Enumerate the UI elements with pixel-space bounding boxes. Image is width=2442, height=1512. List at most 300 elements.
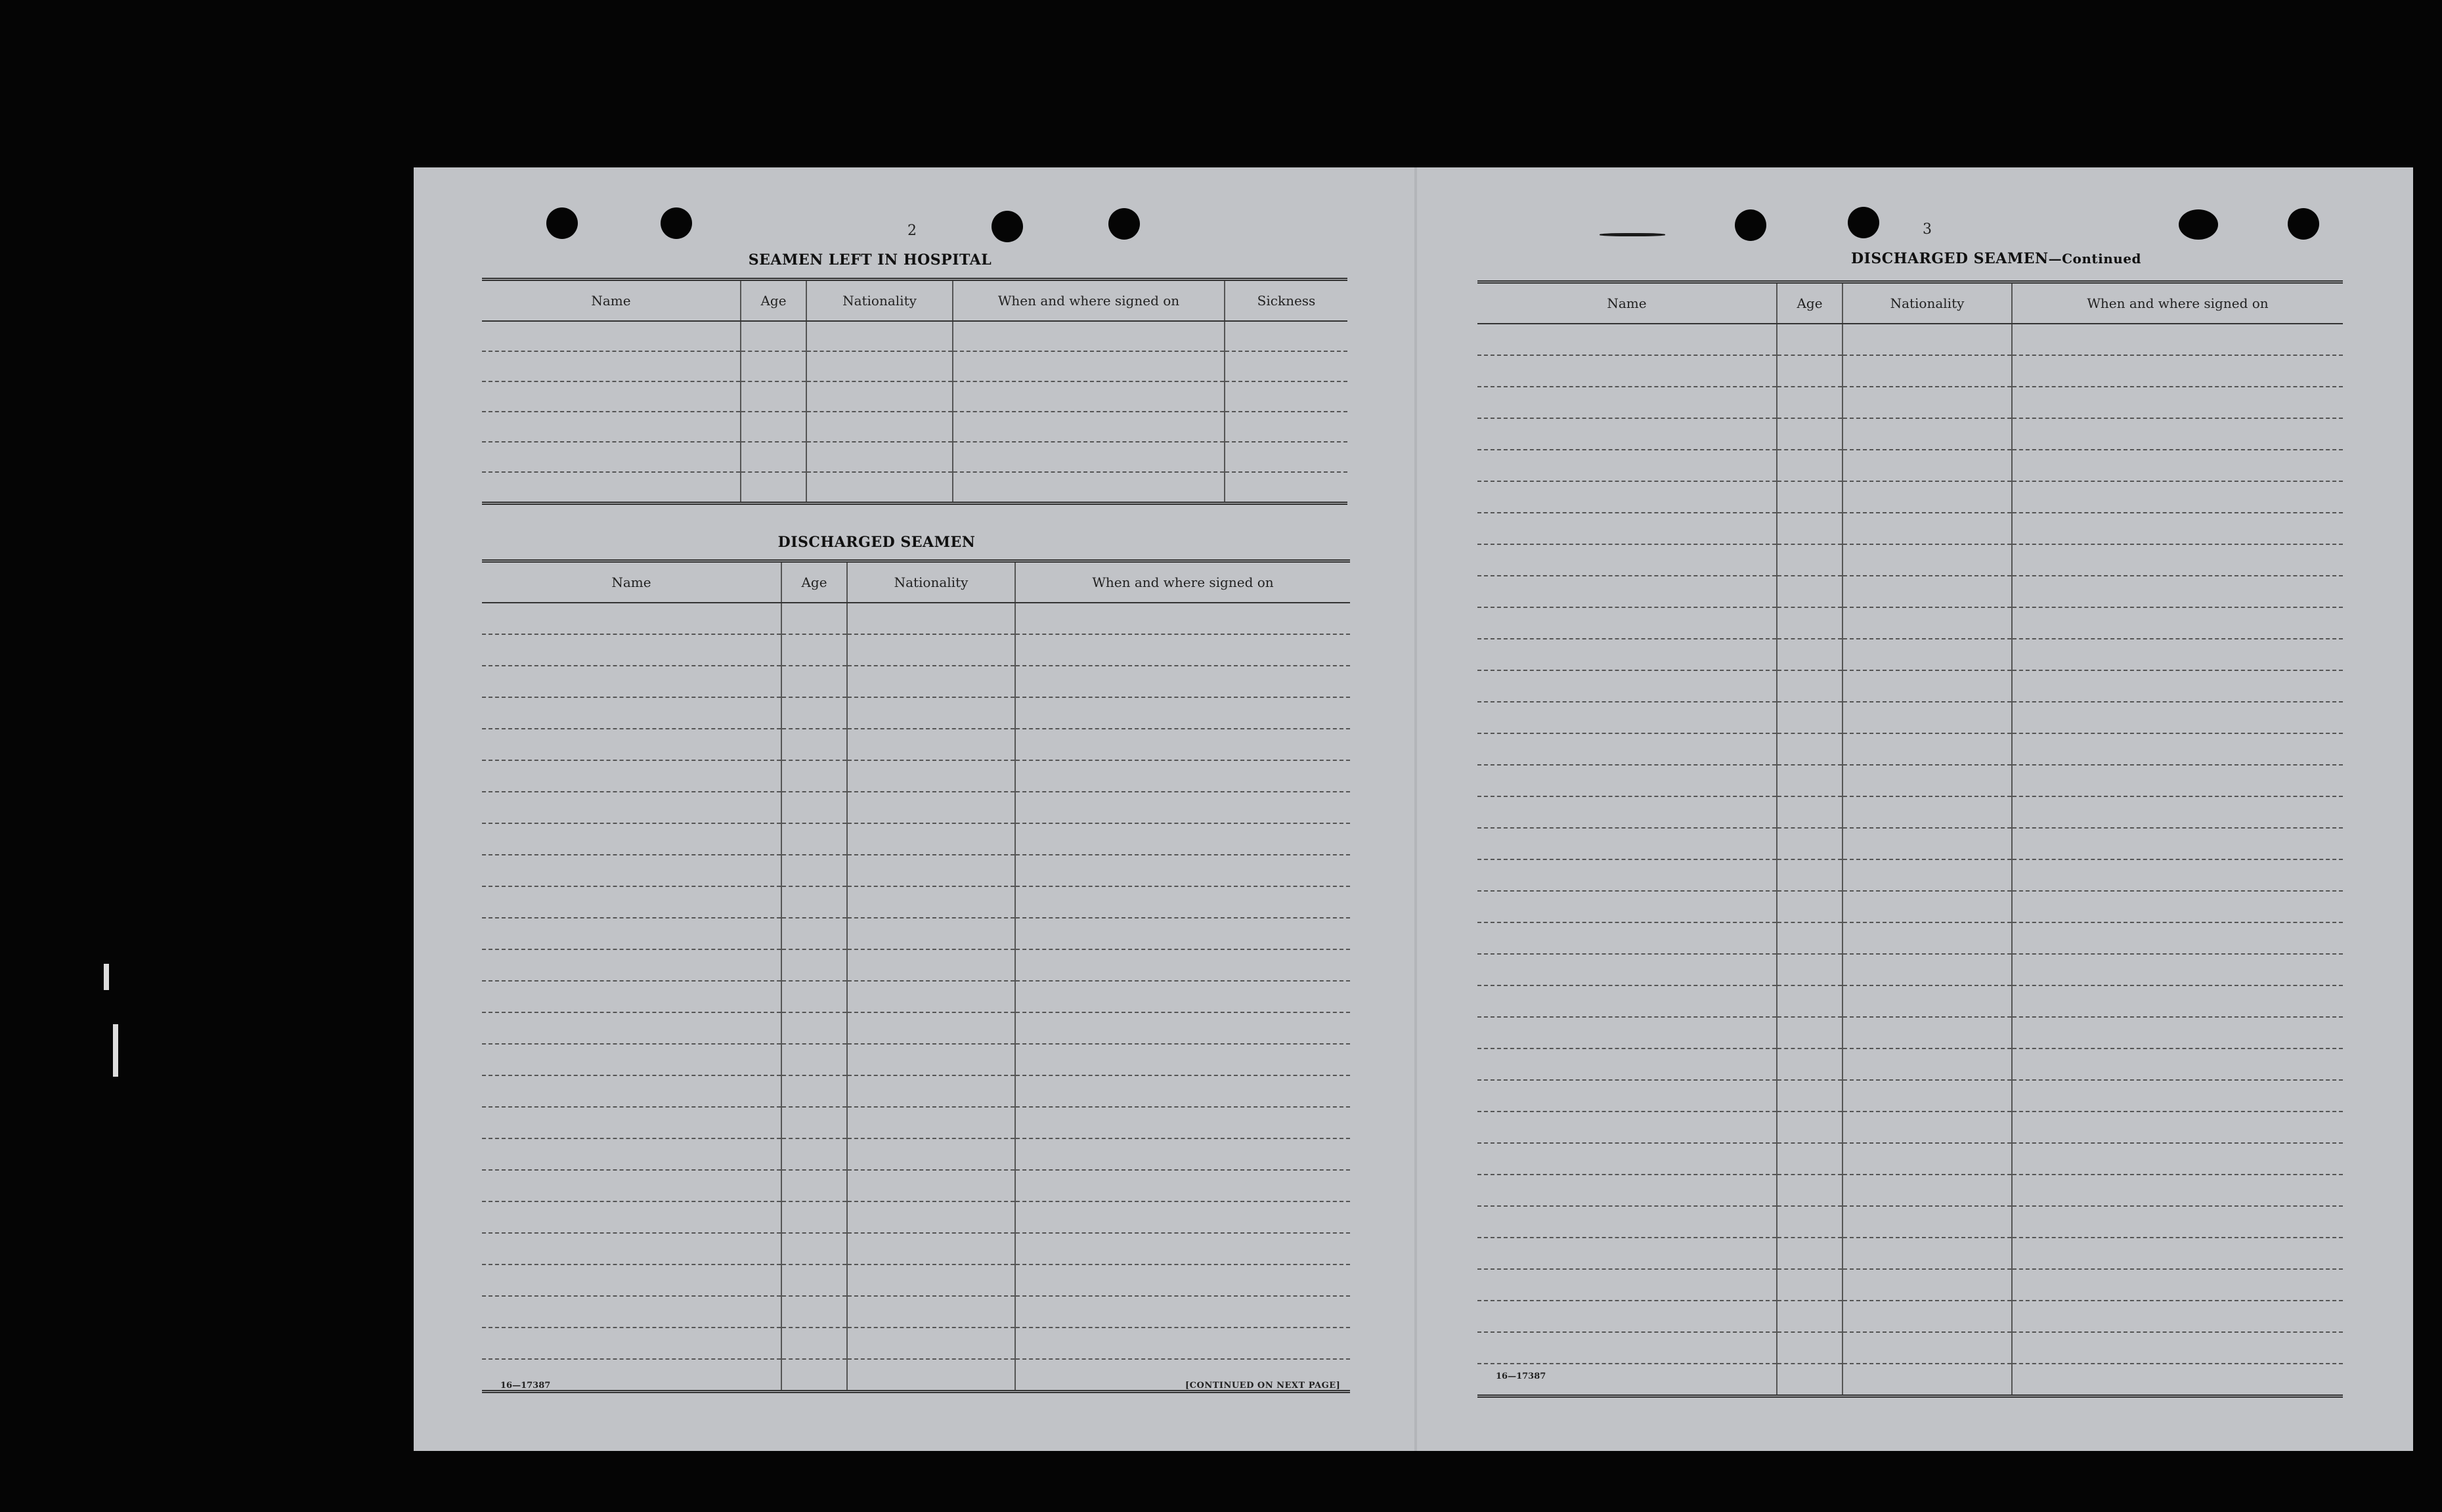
table-cell[interactable] <box>1015 634 1350 666</box>
table-cell[interactable] <box>1842 670 2012 702</box>
table-cell[interactable] <box>2012 418 2343 450</box>
table-cell[interactable] <box>1777 355 1842 387</box>
table-cell[interactable] <box>806 412 953 442</box>
table-row <box>482 1201 1350 1233</box>
table-cell[interactable] <box>1777 1080 1842 1112</box>
table-cell[interactable] <box>2012 670 2343 702</box>
table-cell[interactable] <box>781 1328 847 1359</box>
table-cell[interactable] <box>781 1170 847 1201</box>
table-cell[interactable] <box>1777 387 1842 418</box>
table-cell[interactable] <box>482 949 781 981</box>
table-cell[interactable] <box>1477 859 1777 891</box>
table-row <box>1477 1143 2343 1175</box>
table-cell[interactable] <box>1777 639 1842 670</box>
table-row <box>1477 922 2343 954</box>
table-cell[interactable] <box>1777 607 1842 639</box>
table-cell[interactable] <box>2012 1143 2343 1175</box>
table-cell[interactable] <box>1842 1080 2012 1112</box>
table-cell[interactable] <box>1777 1143 1842 1175</box>
table-cell[interactable] <box>1777 828 1842 859</box>
table-cell[interactable] <box>1777 796 1842 828</box>
table-cell[interactable] <box>1777 1112 1842 1143</box>
table-cell[interactable] <box>1777 324 1842 355</box>
table-cell[interactable] <box>847 1264 1015 1296</box>
table-cell[interactable] <box>1015 1328 1350 1359</box>
table-cell[interactable] <box>1842 859 2012 891</box>
table-header-row <box>1477 282 2343 324</box>
table-cell[interactable] <box>1477 954 1777 985</box>
table-cell[interactable] <box>1015 603 1350 634</box>
table-cell[interactable] <box>781 697 847 729</box>
table-cell[interactable] <box>2012 513 2343 544</box>
table-cell[interactable] <box>482 1264 781 1296</box>
table-cell[interactable] <box>1015 1075 1350 1107</box>
table-cell[interactable] <box>1015 855 1350 886</box>
table-cell[interactable] <box>2012 922 2343 954</box>
table-cell[interactable] <box>1777 1332 1842 1364</box>
table-cell[interactable] <box>482 381 741 412</box>
table-cell[interactable] <box>741 472 806 504</box>
table-cell[interactable] <box>1477 387 1777 418</box>
table-row <box>1477 1206 2343 1238</box>
table-cell[interactable] <box>2012 1301 2343 1332</box>
table-cell[interactable] <box>781 1075 847 1107</box>
table-cell[interactable] <box>1477 828 1777 859</box>
column-header-sickness: Sickness <box>1225 280 1347 322</box>
table-cell[interactable] <box>2012 324 2343 355</box>
table-cell[interactable] <box>847 1359 1015 1392</box>
table-cell[interactable] <box>1842 985 2012 1017</box>
table-cell[interactable] <box>1015 1264 1350 1296</box>
table-cell[interactable] <box>2012 639 2343 670</box>
table-cell[interactable] <box>1015 1044 1350 1075</box>
table-cell[interactable] <box>1015 886 1350 918</box>
table-cell[interactable] <box>847 1233 1015 1264</box>
table-cell[interactable] <box>1777 1269 1842 1301</box>
table-cell[interactable] <box>2012 481 2343 513</box>
table-cell[interactable] <box>1225 472 1347 504</box>
table-cell[interactable] <box>847 760 1015 792</box>
table-cell[interactable] <box>1777 922 1842 954</box>
table-cell[interactable] <box>1777 733 1842 765</box>
table-cell[interactable] <box>781 792 847 823</box>
table-cell[interactable] <box>1015 918 1350 949</box>
table-cell[interactable] <box>847 729 1015 760</box>
table-cell[interactable] <box>781 918 847 949</box>
table-cell[interactable] <box>2012 985 2343 1017</box>
table-cell[interactable] <box>781 1138 847 1170</box>
table-cell[interactable] <box>2012 954 2343 985</box>
table-cell[interactable] <box>1842 1301 2012 1332</box>
background-mark <box>104 964 109 990</box>
table-cell[interactable] <box>2012 891 2343 922</box>
table-cell[interactable] <box>781 823 847 855</box>
table-cell[interactable] <box>1015 1296 1350 1328</box>
table-cell[interactable] <box>2012 828 2343 859</box>
table-cell[interactable] <box>2012 355 2343 387</box>
table-cell[interactable] <box>482 412 741 442</box>
table-cell[interactable] <box>847 1107 1015 1138</box>
table-cell[interactable] <box>1842 1175 2012 1206</box>
table-cell[interactable] <box>1842 765 2012 796</box>
table-cell[interactable] <box>2012 1332 2343 1364</box>
table-cell[interactable] <box>1225 381 1347 412</box>
table-cell[interactable] <box>781 981 847 1012</box>
table-cell[interactable] <box>2012 1238 2343 1269</box>
table-cell[interactable] <box>1015 666 1350 697</box>
table-cell[interactable] <box>482 603 781 634</box>
table-cell[interactable] <box>953 412 1225 442</box>
table-cell[interactable] <box>806 381 953 412</box>
table-cell[interactable] <box>847 1138 1015 1170</box>
hospital-table-body <box>482 321 1347 504</box>
table-row <box>1477 954 2343 985</box>
table-cell[interactable] <box>1015 1201 1350 1233</box>
table-row <box>482 634 1350 666</box>
table-cell[interactable] <box>1777 954 1842 985</box>
table-cell[interactable] <box>1777 1175 1842 1206</box>
table-cell[interactable] <box>1842 891 2012 922</box>
table-cell[interactable] <box>1477 1175 1777 1206</box>
table-row <box>482 381 1347 412</box>
table-cell[interactable] <box>1842 387 2012 418</box>
page-fold <box>1414 167 1417 1451</box>
table-cell[interactable] <box>741 412 806 442</box>
table-cell[interactable] <box>781 1296 847 1328</box>
table-cell[interactable] <box>1015 1138 1350 1170</box>
table-cell[interactable] <box>781 1233 847 1264</box>
table-cell[interactable] <box>1842 607 2012 639</box>
table-cell[interactable] <box>482 1170 781 1201</box>
column-header-age: Age <box>781 561 847 603</box>
table-cell[interactable] <box>847 697 1015 729</box>
table-cell[interactable] <box>1842 922 2012 954</box>
table-cell[interactable] <box>741 321 806 351</box>
table-cell[interactable] <box>2012 1017 2343 1048</box>
table-cell[interactable] <box>2012 450 2343 481</box>
table-cell[interactable] <box>847 603 1015 634</box>
table-cell[interactable] <box>1477 1080 1777 1112</box>
table-cell[interactable] <box>1477 1143 1777 1175</box>
table-cell[interactable] <box>482 1138 781 1170</box>
table-row <box>482 918 1350 949</box>
table-cell[interactable] <box>1842 1332 2012 1364</box>
table-cell[interactable] <box>2012 607 2343 639</box>
table-cell[interactable] <box>482 351 741 381</box>
table-cell[interactable] <box>482 760 781 792</box>
table-cell[interactable] <box>482 1107 781 1138</box>
table-cell[interactable] <box>1225 351 1347 381</box>
table-cell[interactable] <box>2012 765 2343 796</box>
table-cell[interactable] <box>1477 985 1777 1017</box>
table-cell[interactable] <box>1842 639 2012 670</box>
table-cell[interactable] <box>2012 1175 2343 1206</box>
table-cell[interactable] <box>781 1012 847 1044</box>
table-row <box>1477 1112 2343 1143</box>
table-cell[interactable] <box>1777 1364 1842 1396</box>
table-cell[interactable] <box>2012 1080 2343 1112</box>
table-cell[interactable] <box>1777 985 1842 1017</box>
table-cell[interactable] <box>1842 1017 2012 1048</box>
table-cell[interactable] <box>1015 760 1350 792</box>
table-cell[interactable] <box>847 918 1015 949</box>
table-cell[interactable] <box>781 634 847 666</box>
table-cell[interactable] <box>953 442 1225 472</box>
column-header-nationality: Nationality <box>806 280 953 322</box>
table-cell[interactable] <box>847 949 1015 981</box>
table-cell[interactable] <box>1015 697 1350 729</box>
table-cell[interactable] <box>1842 544 2012 576</box>
table-cell[interactable] <box>953 472 1225 504</box>
table-cell[interactable] <box>847 1328 1015 1359</box>
table-cell[interactable] <box>1842 450 2012 481</box>
table-cell[interactable] <box>781 1201 847 1233</box>
table-cell[interactable] <box>1015 823 1350 855</box>
table-cell[interactable] <box>1842 1048 2012 1080</box>
table-cell[interactable] <box>1477 607 1777 639</box>
table-cell[interactable] <box>1477 733 1777 765</box>
table-cell[interactable] <box>1777 1238 1842 1269</box>
table-cell[interactable] <box>847 1201 1015 1233</box>
table-cell[interactable] <box>1477 576 1777 607</box>
table-cell[interactable] <box>847 634 1015 666</box>
column-header-age: Age <box>741 280 806 322</box>
table-cell[interactable] <box>781 603 847 634</box>
table-cell[interactable] <box>781 1107 847 1138</box>
table-row <box>1477 1080 2343 1112</box>
table-cell[interactable] <box>482 634 781 666</box>
table-cell[interactable] <box>1842 1238 2012 1269</box>
table-cell[interactable] <box>1777 544 1842 576</box>
table-cell[interactable] <box>2012 859 2343 891</box>
table-cell[interactable] <box>1477 1238 1777 1269</box>
table-cell[interactable] <box>1842 576 2012 607</box>
table-cell[interactable] <box>1842 1269 2012 1301</box>
table-cell[interactable] <box>1842 733 2012 765</box>
table-cell[interactable] <box>2012 1112 2343 1143</box>
table-cell[interactable] <box>2012 733 2343 765</box>
table-row <box>482 1138 1350 1170</box>
table-cell[interactable] <box>1477 670 1777 702</box>
table-cell[interactable] <box>1477 1332 1777 1364</box>
table-cell[interactable] <box>781 1044 847 1075</box>
table-cell[interactable] <box>482 1201 781 1233</box>
table-cell[interactable] <box>1477 922 1777 954</box>
table-cell[interactable] <box>482 1044 781 1075</box>
table-cell[interactable] <box>1777 576 1842 607</box>
table-row <box>1477 1017 2343 1048</box>
table-cell[interactable] <box>847 666 1015 697</box>
table-cell[interactable] <box>847 1012 1015 1044</box>
table-cell[interactable] <box>806 442 953 472</box>
table-cell[interactable] <box>482 1012 781 1044</box>
punch-hole <box>1848 207 1879 238</box>
table-cell[interactable] <box>1477 1206 1777 1238</box>
table-cell[interactable] <box>482 472 741 504</box>
table-cell[interactable] <box>953 321 1225 351</box>
table-cell[interactable] <box>1477 544 1777 576</box>
table-cell[interactable] <box>1477 702 1777 733</box>
table-cell[interactable] <box>482 1233 781 1264</box>
table-cell[interactable] <box>1015 1107 1350 1138</box>
table-cell[interactable] <box>847 792 1015 823</box>
table-cell[interactable] <box>2012 1364 2343 1396</box>
table-cell[interactable] <box>1225 321 1347 351</box>
table-row <box>1477 733 2343 765</box>
table-row <box>482 949 1350 981</box>
table-cell[interactable] <box>1477 639 1777 670</box>
table-cell[interactable] <box>741 351 806 381</box>
table-cell[interactable] <box>1015 1170 1350 1201</box>
table-cell[interactable] <box>806 351 953 381</box>
table-cell[interactable] <box>1842 513 2012 544</box>
table-cell[interactable] <box>1015 1012 1350 1044</box>
table-cell[interactable] <box>482 918 781 949</box>
table-cell[interactable] <box>806 321 953 351</box>
table-row <box>482 1233 1350 1264</box>
table-cell[interactable] <box>1015 1233 1350 1264</box>
table-row <box>1477 387 2343 418</box>
table-cell[interactable] <box>482 321 741 351</box>
table-cell[interactable] <box>2012 1269 2343 1301</box>
table-cell[interactable] <box>781 855 847 886</box>
table-cell[interactable] <box>1477 796 1777 828</box>
table-cell[interactable] <box>2012 702 2343 733</box>
table-cell[interactable] <box>1477 450 1777 481</box>
table-cell[interactable] <box>1777 1301 1842 1332</box>
table-cell[interactable] <box>806 472 953 504</box>
form-number-left: 16—17387 <box>500 1381 551 1391</box>
table-cell[interactable] <box>2012 1048 2343 1080</box>
table-cell[interactable] <box>1477 1301 1777 1332</box>
table-cell[interactable] <box>2012 576 2343 607</box>
table-cell[interactable] <box>847 1296 1015 1328</box>
table-cell[interactable] <box>1477 765 1777 796</box>
table-cell[interactable] <box>1777 891 1842 922</box>
table-cell[interactable] <box>847 1075 1015 1107</box>
table-cell[interactable] <box>2012 796 2343 828</box>
table-cell[interactable] <box>482 697 781 729</box>
table-cell[interactable] <box>781 949 847 981</box>
table-cell[interactable] <box>482 855 781 886</box>
table-cell[interactable] <box>953 351 1225 381</box>
table-cell[interactable] <box>1842 324 2012 355</box>
table-cell[interactable] <box>847 823 1015 855</box>
table-cell[interactable] <box>1842 702 2012 733</box>
table-cell[interactable] <box>1842 418 2012 450</box>
table-row <box>482 1044 1350 1075</box>
table-cell[interactable] <box>1842 954 2012 985</box>
table-cell[interactable] <box>781 729 847 760</box>
table-cell[interactable] <box>1777 765 1842 796</box>
table-cell[interactable] <box>482 1075 781 1107</box>
table-cell[interactable] <box>1477 1017 1777 1048</box>
table-cell[interactable] <box>1777 513 1842 544</box>
table-cell[interactable] <box>781 1359 847 1392</box>
table-cell[interactable] <box>781 666 847 697</box>
table-cell[interactable] <box>482 729 781 760</box>
table-cell[interactable] <box>1777 481 1842 513</box>
table-cell[interactable] <box>1225 412 1347 442</box>
table-cell[interactable] <box>1842 1206 2012 1238</box>
table-cell[interactable] <box>2012 387 2343 418</box>
table-row <box>482 1264 1350 1296</box>
table-cell[interactable] <box>1842 796 2012 828</box>
table-cell[interactable] <box>781 886 847 918</box>
table-cell[interactable] <box>1777 1017 1842 1048</box>
table-cell[interactable] <box>847 981 1015 1012</box>
table-cell[interactable] <box>1477 513 1777 544</box>
table-row <box>482 472 1347 504</box>
table-cell[interactable] <box>847 1044 1015 1075</box>
table-cell[interactable] <box>741 442 806 472</box>
table-cell[interactable] <box>1777 1048 1842 1080</box>
table-row <box>1477 450 2343 481</box>
table-cell[interactable] <box>781 1264 847 1296</box>
table-cell[interactable] <box>847 855 1015 886</box>
table-row <box>1477 891 2343 922</box>
table-cell[interactable] <box>1477 891 1777 922</box>
table-cell[interactable] <box>953 381 1225 412</box>
punch-hole <box>546 207 578 239</box>
table-row <box>482 792 1350 823</box>
table-row <box>482 823 1350 855</box>
table-cell[interactable] <box>482 792 781 823</box>
table-cell[interactable] <box>1777 450 1842 481</box>
table-cell[interactable] <box>1477 1048 1777 1080</box>
table-cell[interactable] <box>1842 355 2012 387</box>
table-cell[interactable] <box>482 1328 781 1359</box>
table-cell[interactable] <box>1842 1112 2012 1143</box>
table-cell[interactable] <box>1777 670 1842 702</box>
table-cell[interactable] <box>1477 324 1777 355</box>
table-row <box>1477 702 2343 733</box>
table-cell[interactable] <box>1477 1112 1777 1143</box>
table-cell[interactable] <box>847 1170 1015 1201</box>
table-cell[interactable] <box>2012 1206 2343 1238</box>
table-cell[interactable] <box>1842 1143 2012 1175</box>
table-cell[interactable] <box>1777 859 1842 891</box>
table-cell[interactable] <box>482 981 781 1012</box>
table-cell[interactable] <box>1777 418 1842 450</box>
table-cell[interactable] <box>482 666 781 697</box>
column-header-age: Age <box>1777 282 1842 324</box>
table-cell[interactable] <box>847 886 1015 918</box>
table-cell[interactable] <box>1015 729 1350 760</box>
table-cell[interactable] <box>482 442 741 472</box>
table-cell[interactable] <box>1777 702 1842 733</box>
table-cell[interactable] <box>2012 544 2343 576</box>
table-cell[interactable] <box>1842 481 2012 513</box>
table-cell[interactable] <box>1777 1206 1842 1238</box>
table-cell[interactable] <box>741 381 806 412</box>
table-cell[interactable] <box>1015 949 1350 981</box>
table-cell[interactable] <box>1225 442 1347 472</box>
table-cell[interactable] <box>1842 828 2012 859</box>
table-cell[interactable] <box>1842 1364 2012 1396</box>
table-cell[interactable] <box>781 760 847 792</box>
table-cell[interactable] <box>482 823 781 855</box>
table-cell[interactable] <box>482 1296 781 1328</box>
table-cell[interactable] <box>1015 981 1350 1012</box>
table-header-row <box>482 561 1350 603</box>
table-cell[interactable] <box>482 886 781 918</box>
table-cell[interactable] <box>1015 792 1350 823</box>
table-cell[interactable] <box>1477 418 1777 450</box>
table-cell[interactable] <box>1477 1269 1777 1301</box>
table-cell[interactable] <box>1477 355 1777 387</box>
table-cell[interactable] <box>1477 481 1777 513</box>
